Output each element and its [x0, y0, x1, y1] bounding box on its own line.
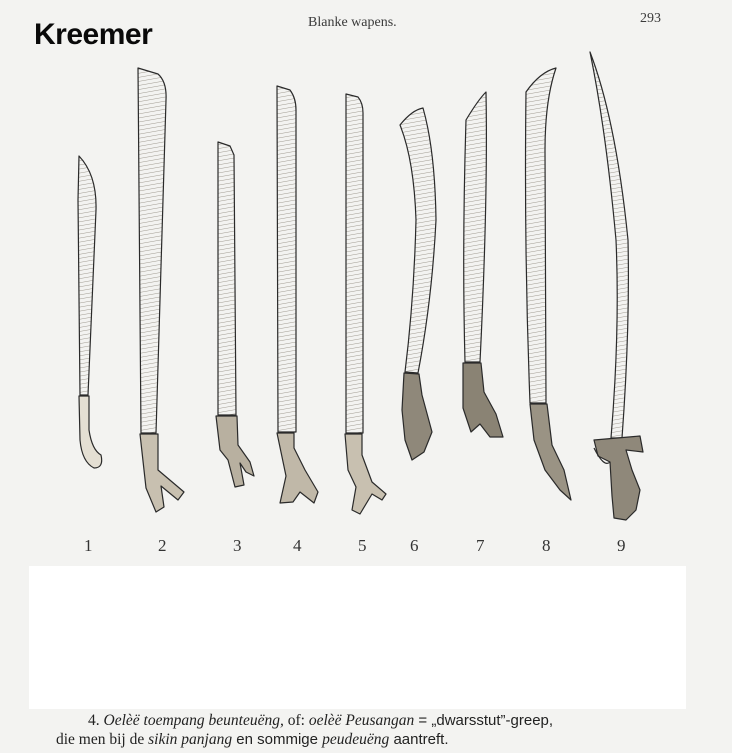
- running-head: Blanke wapens.: [308, 15, 397, 30]
- caption-text: of:: [283, 712, 309, 729]
- caption-term: sikin panjang: [148, 731, 233, 748]
- caption-term: Oelèë toempang beunteuëng,: [103, 712, 284, 729]
- blank-redaction-box: [29, 566, 686, 709]
- weapon-1-icon: [78, 156, 102, 468]
- weapon-6-icon: [400, 108, 436, 460]
- caption-term: oelèë Peusangan: [308, 712, 415, 729]
- figure-label-3: 3: [233, 536, 242, 555]
- caption-text: en sommige: [232, 731, 323, 748]
- figure-label-5: 5: [358, 536, 367, 555]
- weapon-4-icon: [277, 86, 318, 503]
- figure-label-1: 1: [84, 536, 93, 555]
- figure-label-9: 9: [617, 536, 626, 555]
- caption: [56, 711, 696, 749]
- caption-term: peudeuëng: [322, 731, 390, 748]
- weapons-plate-illustration: [0, 40, 732, 540]
- caption-line-1: [56, 711, 696, 730]
- caption-text: die men bij de: [56, 731, 149, 748]
- caption-number: 4.: [88, 712, 100, 729]
- caption-text: = „dwarsstut”-greep,: [414, 712, 554, 729]
- weapon-2-icon: [138, 68, 184, 512]
- page-number: 293: [640, 11, 661, 26]
- figure-label-8: 8: [542, 536, 551, 555]
- weapon-8-icon: [526, 68, 572, 500]
- watermark-logo: Kreemer: [34, 18, 153, 51]
- weapon-7-icon: [463, 92, 503, 437]
- figure-label-2: 2: [158, 536, 167, 555]
- weapon-3-icon: [216, 142, 254, 487]
- caption-line-2: [56, 730, 696, 749]
- weapon-5-icon: [345, 94, 386, 514]
- figure-label-4: 4: [293, 536, 302, 555]
- figure-label-6: 6: [410, 536, 419, 555]
- caption-text: aantreft.: [389, 731, 449, 748]
- figure-label-7: 7: [476, 536, 485, 555]
- weapon-9-icon: [590, 52, 643, 520]
